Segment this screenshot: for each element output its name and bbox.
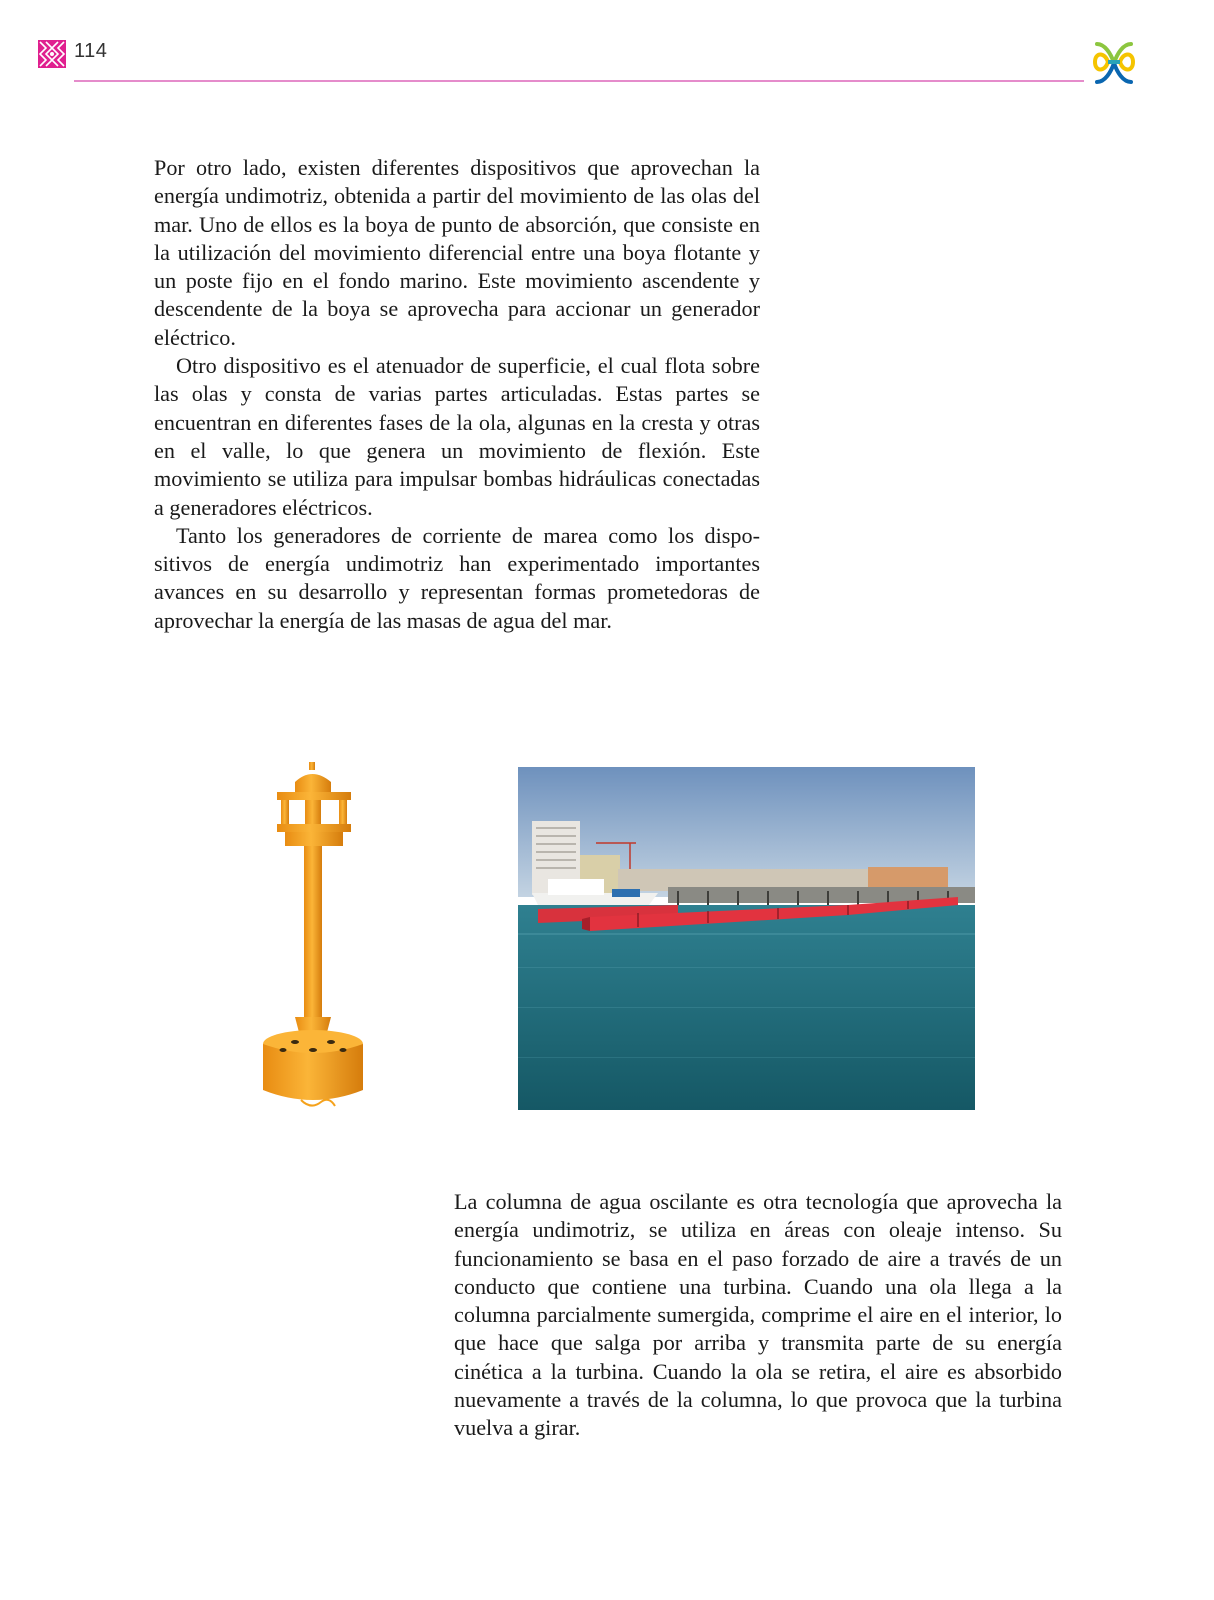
body-text-bottom [454,1188,1062,1443]
page-number: 114 [74,40,108,62]
paragraph-oscillating-water-column: La columna de agua oscilante es otra tecnología que aprovecha la energía undimotriz, se utiliza en áreas con oleaje intenso. Su funcionamiento se basa en el paso forzado de aire a través de un conducto que contiene una turbina. Cuando una ola llega a la columna parcialmente sumergida, comprime el aire en el interior, lo que hace que salga por arriba y transmita parte de su energía cinética a la turbina. Cuando la ola se retira, el aire es absorbido nuevamente a través de la columna, lo que provoca que la turbina vuelva a girar. [454,1189,1062,1441]
paragraph-advances: Tanto los generadores de corriente de marea como los dispositivos de energía undimotriz han experimentado importantes avances en su desarrollo y representan formas prometedoras de aprovechar la energía de las masas de agua del mar. [154,522,760,633]
magenta-pattern-emblem-icon [38,40,66,68]
surface-attenuator-harbor-photo [518,767,975,1110]
interlocked-rings-logo-icon [1091,40,1137,86]
paragraph-surface-attenuator: Otro dispositivo es el atenuador de superficie, el cual flota sobre las olas y consta de varias partes articuladas. Estas partes se encuentran en diferentes fases de la ola, algunas en la cresta y otras en el valle, lo que genera un movimiento de flexión. Este movimiento se utiliza para impulsar bombas hidráulicas conectadas a generadores eléctricos. [154,353,760,520]
header-rule [74,80,1084,82]
point-absorber-buoy-photo [255,762,375,1117]
body-text-top [154,154,760,635]
paragraph-absorption-buoy: Por otro lado, existen diferentes dispositivos que aprovechan la energía undimotriz, obtenida a partir del movimiento de las olas del mar. Uno de ellos es la boya de punto de absorción, que consiste en la utilización del movimiento diferencial entre una boya flotante y un poste fijo en el fondo marino. Este movimiento ascendente y descendente de la boya se aprovecha para accionar un generador eléctrico. [154,155,760,350]
